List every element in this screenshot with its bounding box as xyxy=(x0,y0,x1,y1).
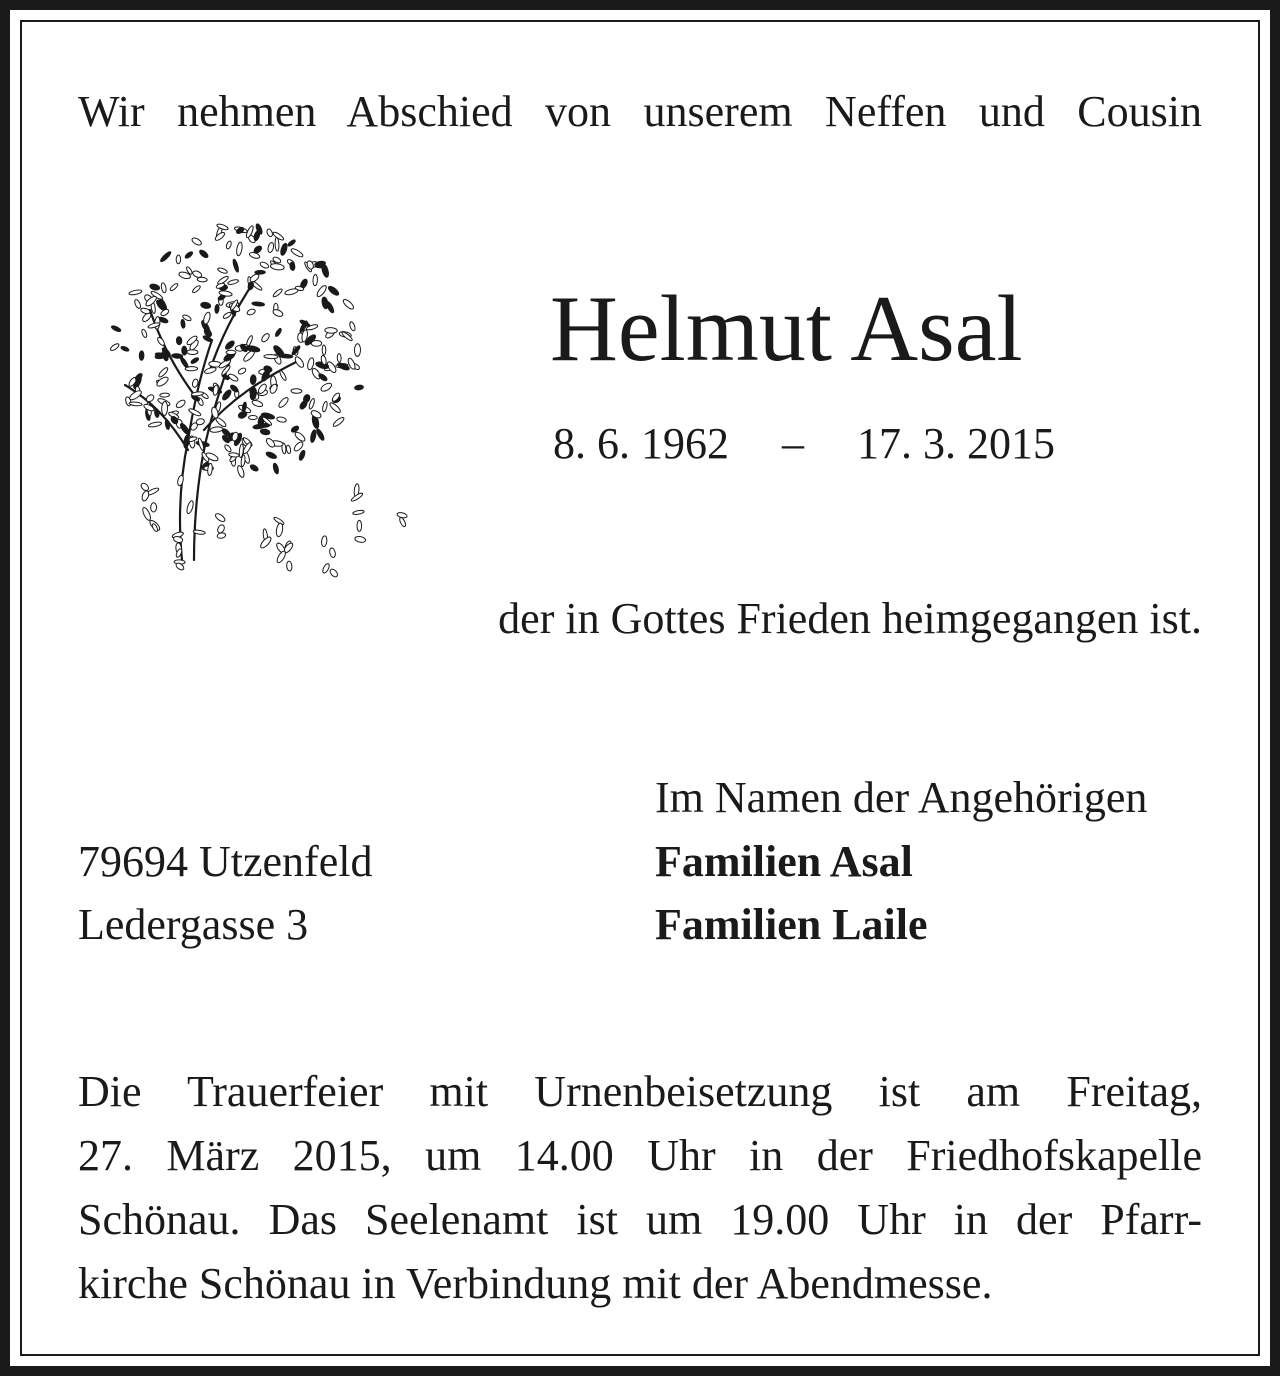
leaf xyxy=(354,344,360,357)
leaf xyxy=(140,307,151,314)
service-line: Die Trauerfeier mit Urnenbeisetzung ist am Freitag, xyxy=(78,1067,1202,1116)
leaf xyxy=(250,375,256,385)
leaf xyxy=(226,350,236,354)
leaf xyxy=(222,311,232,319)
windblown-tree-icon xyxy=(70,200,415,585)
leaf xyxy=(329,568,339,578)
leaf xyxy=(286,561,292,571)
leaf xyxy=(246,345,260,353)
leaf xyxy=(332,416,345,428)
leaf xyxy=(354,536,366,544)
leaf xyxy=(229,452,240,457)
family-name: Familien Laile xyxy=(655,900,928,949)
leaf xyxy=(253,230,261,241)
family-name: Familien Asal xyxy=(655,837,913,886)
service-line: 27. März 2015, um 14.00 Uhr in der Friedhofskapelle xyxy=(78,1131,1202,1180)
leaf xyxy=(120,346,129,353)
leaf xyxy=(159,251,172,263)
leaf xyxy=(158,366,169,378)
service-announcement xyxy=(78,1060,1202,1316)
leaf xyxy=(275,523,283,537)
leaf xyxy=(184,251,193,260)
leaf xyxy=(109,342,120,351)
leaf xyxy=(265,437,276,449)
leaf xyxy=(252,301,265,306)
leaf xyxy=(139,351,144,360)
leaf xyxy=(177,475,185,487)
leaf xyxy=(329,547,336,558)
leaf xyxy=(276,550,287,564)
leaf xyxy=(111,325,122,333)
leaf xyxy=(141,329,148,338)
leaf xyxy=(260,428,270,435)
leaf xyxy=(251,399,263,407)
service-line: Schönau. Das Seelenamt ist um 19.00 Uhr in der Pfarr- xyxy=(78,1195,1202,1244)
leaf xyxy=(265,451,277,460)
birth-date: 8. 6. 1962 xyxy=(553,419,729,468)
leaf xyxy=(272,288,283,298)
leaf xyxy=(161,282,167,293)
leaf xyxy=(224,340,235,351)
leaf xyxy=(277,396,289,409)
leaf xyxy=(173,536,184,544)
leaf xyxy=(160,393,170,397)
leaf xyxy=(155,375,169,387)
leaf xyxy=(232,259,240,273)
leaf xyxy=(183,435,190,449)
leaf xyxy=(354,385,363,391)
leaf xyxy=(291,389,302,394)
leaf xyxy=(352,510,364,516)
leaf xyxy=(266,228,274,237)
intro-line: Wir nehmen Abschied von unserem Neffen und Cousin xyxy=(78,87,1202,136)
leaf xyxy=(313,274,318,285)
leaf xyxy=(176,255,181,264)
leaf xyxy=(148,421,162,428)
leaf xyxy=(284,288,298,296)
leaf xyxy=(134,372,143,381)
leaf xyxy=(186,500,195,514)
passed-line: der in Gottes Frieden heimgegangen ist. xyxy=(498,594,1202,643)
leaf xyxy=(214,512,226,523)
leaf xyxy=(322,345,326,355)
leaf xyxy=(249,464,259,473)
address-street: Ledergasse 3 xyxy=(78,900,309,949)
leaf xyxy=(290,247,304,258)
leaf xyxy=(210,426,223,433)
leaf xyxy=(227,279,239,286)
leaf xyxy=(169,282,179,291)
leaf xyxy=(349,321,356,331)
leaf xyxy=(149,283,160,291)
leaf xyxy=(270,263,285,271)
leaf xyxy=(185,366,198,371)
leaf xyxy=(190,357,199,365)
death-date: 17. 3. 2015 xyxy=(857,419,1055,468)
leaf xyxy=(272,463,279,475)
leaf xyxy=(198,249,209,259)
leaf xyxy=(175,399,186,409)
leaf xyxy=(176,337,182,345)
leaf xyxy=(249,416,258,420)
leaf xyxy=(310,429,317,442)
leaf xyxy=(202,311,211,324)
leaf xyxy=(154,408,160,417)
leaf xyxy=(217,267,228,274)
leaf xyxy=(272,308,284,318)
leaf xyxy=(279,370,287,381)
leaf xyxy=(260,332,270,343)
leaf xyxy=(236,465,245,478)
leaf xyxy=(298,450,306,461)
leaf xyxy=(287,239,296,247)
leaf xyxy=(259,261,269,269)
leaf xyxy=(227,373,239,383)
leaf xyxy=(196,418,205,426)
leaf xyxy=(156,336,165,346)
leaf xyxy=(321,536,327,547)
leaf xyxy=(161,401,167,415)
service-line: kirche Schönau in Verbindung mit der Abendmesse. xyxy=(78,1259,993,1308)
leaf xyxy=(274,328,282,338)
leaf xyxy=(246,308,256,316)
leaf xyxy=(329,401,342,414)
leaf xyxy=(141,490,150,502)
leaf xyxy=(181,319,186,328)
leaf xyxy=(259,423,270,427)
deceased-name: Helmut Asal xyxy=(550,277,1023,381)
leaf xyxy=(129,402,142,407)
leaf xyxy=(322,401,328,412)
leaf xyxy=(280,243,289,256)
leaf xyxy=(267,242,275,253)
leaf xyxy=(315,428,325,441)
behalf-line: Im Namen der Angehörigen xyxy=(655,773,1148,822)
leaf xyxy=(191,237,203,247)
leaf xyxy=(165,419,170,430)
date-separator: – xyxy=(782,419,804,468)
leaf xyxy=(318,373,328,382)
leaf xyxy=(357,520,362,531)
leaf xyxy=(264,354,278,359)
leaf xyxy=(275,237,280,251)
leaf xyxy=(140,482,150,492)
leaf xyxy=(221,389,232,402)
leaf xyxy=(224,444,233,453)
leaf xyxy=(321,563,330,574)
leaf xyxy=(182,346,187,355)
leaf xyxy=(320,382,333,393)
leaf xyxy=(327,285,340,297)
life-dates xyxy=(553,419,1055,468)
leaf xyxy=(225,240,232,249)
leaf xyxy=(151,503,157,512)
leaf xyxy=(192,285,202,294)
leaf xyxy=(237,367,247,375)
leaf xyxy=(217,532,226,539)
leaf xyxy=(134,299,142,309)
leaf xyxy=(129,289,143,296)
leaf xyxy=(197,277,207,282)
leaf xyxy=(337,354,341,363)
leaf xyxy=(200,302,211,310)
leaf xyxy=(204,366,217,374)
leaf xyxy=(342,298,355,311)
leaf xyxy=(276,416,286,423)
address-city: 79694 Utzenfeld xyxy=(78,837,373,886)
leaf xyxy=(325,327,338,333)
leaf xyxy=(294,431,307,443)
leaf xyxy=(236,242,243,256)
leaf xyxy=(286,445,292,454)
leaf xyxy=(311,341,321,347)
leaf xyxy=(316,284,328,298)
leaf xyxy=(215,304,220,313)
